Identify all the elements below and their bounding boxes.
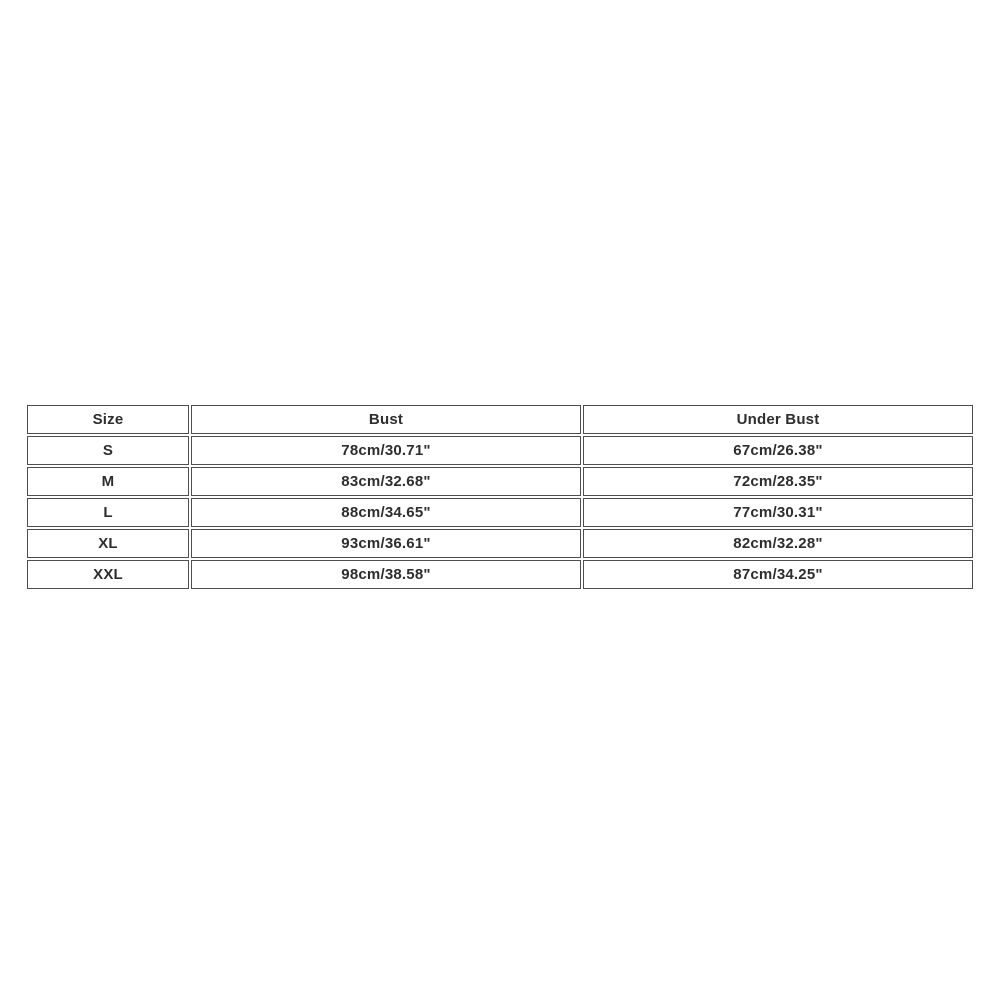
under-bust-cell: 77cm/30.31" <box>583 498 973 527</box>
under-bust-cell: 67cm/26.38" <box>583 436 973 465</box>
table-header-row <box>27 405 973 434</box>
size-chart <box>25 403 975 591</box>
size-chart-table <box>25 403 975 591</box>
size-cell: S <box>27 436 189 465</box>
under-bust-cell: 87cm/34.25" <box>583 560 973 589</box>
column-header-size: Size <box>27 405 189 434</box>
table-row-l <box>27 498 973 527</box>
size-cell: M <box>27 467 189 496</box>
table-row-s <box>27 436 973 465</box>
bust-cell: 78cm/30.71" <box>191 436 581 465</box>
under-bust-cell: 82cm/32.28" <box>583 529 973 558</box>
column-header-bust: Bust <box>191 405 581 434</box>
size-cell: L <box>27 498 189 527</box>
bust-cell: 83cm/32.68" <box>191 467 581 496</box>
table-row-xxl <box>27 560 973 589</box>
bust-cell: 88cm/34.65" <box>191 498 581 527</box>
table-row-m <box>27 467 973 496</box>
size-cell: XL <box>27 529 189 558</box>
size-cell: XXL <box>27 560 189 589</box>
bust-cell: 93cm/36.61" <box>191 529 581 558</box>
bust-cell: 98cm/38.58" <box>191 560 581 589</box>
table-row-xl <box>27 529 973 558</box>
under-bust-cell: 72cm/28.35" <box>583 467 973 496</box>
column-header-under-bust: Under Bust <box>583 405 973 434</box>
